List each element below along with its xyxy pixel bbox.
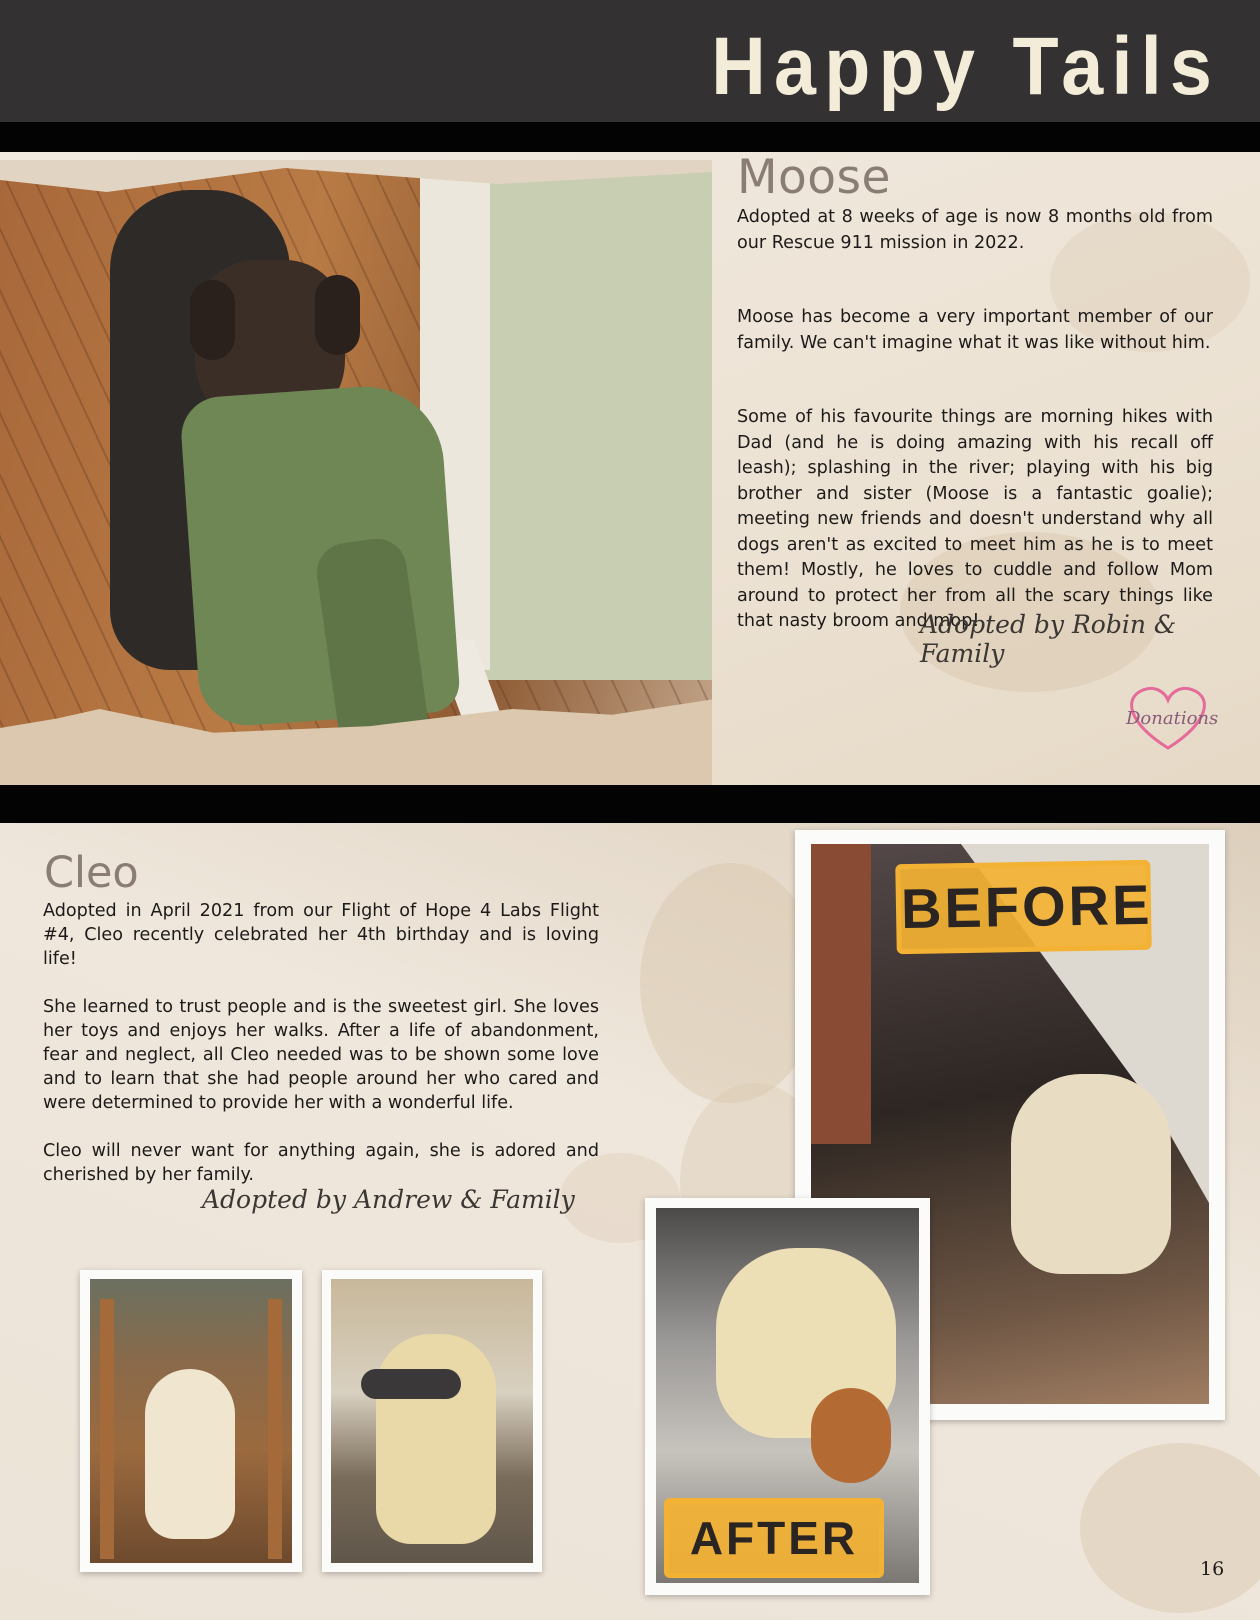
cleo-adopter-signature: Adopted by Andrew & Family [202, 1185, 575, 1214]
cleo-bridge-photo-frame [80, 1270, 302, 1572]
cleo-toy-photo-frame [322, 1270, 542, 1572]
donations-logo [1118, 678, 1218, 758]
moose-paragraph: Adopted at 8 weeks of age is now 8 months old from our Rescue 911 mission in 2022. [737, 207, 1213, 253]
cleo-toy-photo [331, 1279, 533, 1563]
cleo-name-heading: Cleo [44, 848, 139, 898]
page-title: Happy Tails [711, 21, 1220, 112]
moose-paragraph: Some of his favourite things are morning hikes with Dad (and he is doing amazing with his recall off leash); splashing in the river; playing with his big brother and sister (Moose is a fantastic goalie); meeting new friends and doesn't understand why all dogs aren't as excited to meet him as he is to meet them! Mostly, he loves to cuddle and follow Mom around to protect her from all the scary things like that nasty broom and mop! [737, 407, 1213, 631]
cleo-bridge-photo [90, 1279, 292, 1563]
divider-bar-middle [0, 785, 1260, 823]
cleo-after-photo [656, 1208, 919, 1583]
cleo-paragraph: She learned to trust people and is the sweetest girl. She loves her toys and enjoys her walks. After a life of abandonment, fear and neglect, all Cleo needed was to be shown some love and to learn that she had people around her who cared and were determined to provide her with a wonderful life. [43, 997, 599, 1113]
cleo-paragraph: Cleo will never want for anything again, she is adored and cherished by her family. [43, 1141, 599, 1185]
cleo-paragraph: Adopted in April 2021 from our Flight of Hope 4 Labs Flight #4, Cleo recently celebrated her 4th birthday and is loving life! [43, 901, 599, 969]
page-number: 16 [1200, 1558, 1225, 1580]
after-photo-frame [645, 1198, 930, 1595]
after-stamp: AFTER [664, 1498, 884, 1578]
moose-adopter-signature: Adopted by Robin & Family [920, 610, 1177, 668]
cleo-story [43, 899, 599, 1211]
before-stamp: BEFORE [895, 860, 1152, 954]
divider-bar-top [0, 122, 1260, 152]
moose-photo [0, 160, 712, 785]
moose-story [737, 205, 1213, 635]
moose-paragraph: Moose has become a very important member of our family. We can't imagine what it was like without him. [737, 307, 1213, 353]
logo-text: Donations [1126, 708, 1219, 729]
header-bar [0, 0, 1260, 122]
moose-name-heading: Moose [737, 150, 891, 205]
